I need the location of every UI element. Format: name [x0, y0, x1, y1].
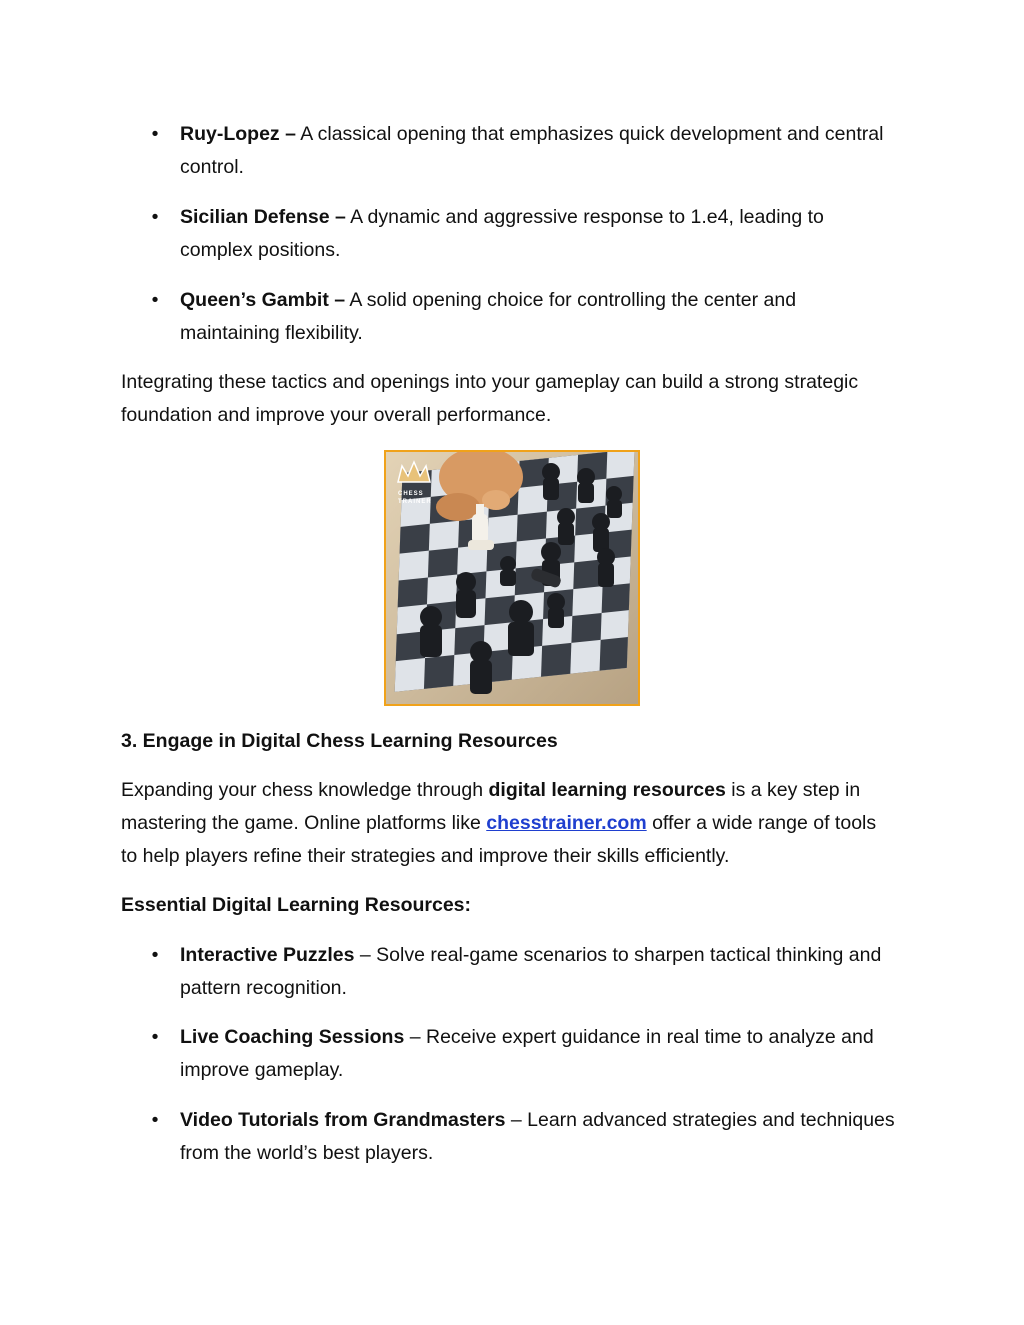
list-item — [151, 201, 900, 267]
integration-paragraph: Integrating these tactics and openings into your gameplay can build a strong strategic foundation and improve your overall performance. — [121, 371, 859, 426]
resource-description: – Solve real-game scenarios to sharpen tactical thinking and pattern recognition. — [180, 944, 882, 999]
list-item — [151, 118, 900, 184]
opening-description: A classical opening that emphasizes quick development and central control. — [180, 123, 884, 178]
crown-icon — [394, 460, 434, 486]
paragraph-text: offer a wide range of tools to help players refine their strategies and improve their skills efficiently. — [121, 812, 877, 867]
opening-title: Queen’s Gambit – — [180, 289, 346, 311]
bullet-icon: • — [151, 289, 159, 311]
bullet-icon: • — [151, 1026, 159, 1048]
bullet-icon: • — [151, 206, 159, 228]
list-item — [151, 1104, 900, 1170]
resource-title: Interactive Puzzles — [180, 944, 355, 966]
list-item — [151, 939, 900, 1005]
section-paragraph — [121, 774, 896, 873]
logo-text: CHESS TRAINER — [398, 491, 432, 505]
resource-description: – Learn advanced strategies and techniques from the world’s best players. — [180, 1109, 895, 1164]
opening-description: A dynamic and aggressive response to 1.e4, leading to complex positions. — [180, 206, 824, 261]
opening-title: Ruy-Lopez – — [180, 123, 296, 145]
resource-title: Video Tutorials from Grandmasters — [180, 1109, 506, 1131]
paragraph-text: is a key step in mastering the game. Online platforms like — [121, 779, 861, 834]
bullet-icon: • — [151, 123, 159, 145]
list-item — [151, 284, 900, 350]
paragraph-bold-text: digital learning resources — [488, 779, 726, 801]
opening-description: A solid opening choice for controlling the center and maintaining flexibility. — [180, 289, 797, 344]
chess-board-image — [384, 450, 640, 706]
resource-title: Live Coaching Sessions — [180, 1026, 405, 1048]
section-heading: 3. Engage in Digital Chess Learning Resources — [121, 730, 558, 752]
list-item — [151, 1021, 900, 1087]
opening-title: Sicilian Defense – — [180, 206, 346, 228]
bullet-icon: • — [151, 1109, 159, 1131]
chess-trainer-logo — [394, 460, 454, 505]
chesstrainer-link[interactable]: chesstrainer.com — [486, 812, 647, 834]
bullet-icon: • — [151, 944, 159, 966]
resources-subheading: Essential Digital Learning Resources: — [121, 894, 472, 916]
paragraph-text: Expanding your chess knowledge through — [121, 779, 489, 801]
resource-description: – Receive expert guidance in real time to analyze and improve gameplay. — [180, 1026, 874, 1081]
